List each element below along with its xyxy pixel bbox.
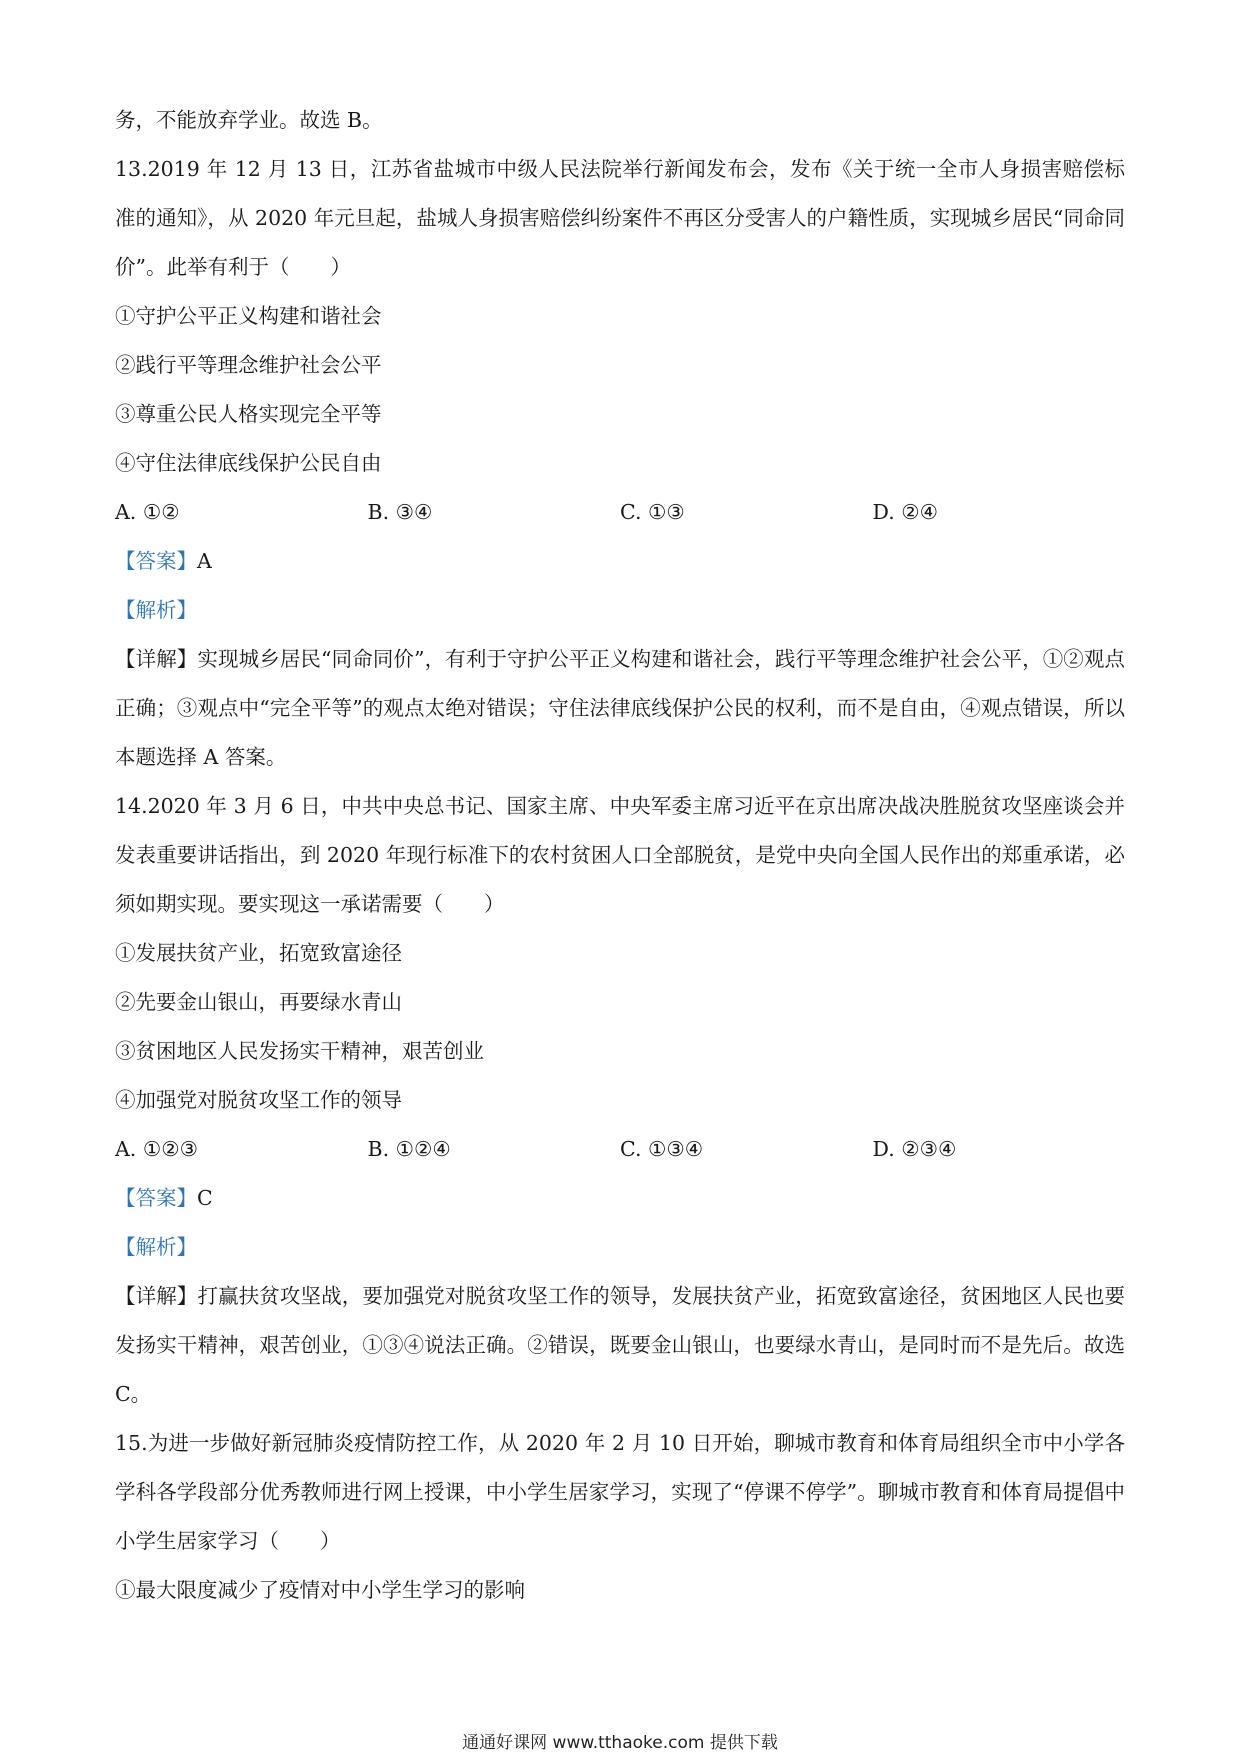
q14-detail xyxy=(115,1272,1125,1419)
q15-stem: 15.为进一步做好新冠肺炎疫情防控工作，从 2020 年 2 月 10 日开始，聊城市教育和体育局组织全市中小学各学科各学段部分优秀教师进行网上授课，中小学生居家学习，实现了“停课不停学”。聊城市教育和体育局提倡中小学生居家学习（ ） xyxy=(115,1431,1125,1553)
q14-answer-tag: 【答案】 xyxy=(115,1186,197,1210)
q14-answer xyxy=(115,1174,1125,1223)
q14-choice-a: A. ①②③ xyxy=(115,1137,198,1161)
q13-choice-a: A. ①② xyxy=(115,500,180,524)
q14-choice-d: D. ②③④ xyxy=(872,1137,957,1161)
q13-option-3: ③尊重公民人格实现完全平等 xyxy=(115,402,382,426)
intro-line: 务，不能放弃学业。故选 B。 xyxy=(115,108,383,132)
q13-option-2: ②践行平等理念维护社会公平 xyxy=(115,353,382,377)
q14-analysis-tag: 【解析】 xyxy=(115,1235,197,1259)
q13-detail xyxy=(115,635,1125,782)
q15-option-1: ①最大限度减少了疫情对中小学生学习的影响 xyxy=(115,1578,525,1602)
q13-answer-tag: 【答案】 xyxy=(115,549,197,573)
question-14 xyxy=(115,782,1125,1419)
q14-option-4: ④加强党对脱贫攻坚工作的领导 xyxy=(115,1088,402,1112)
q14-stem: 14.2020 年 3 月 6 日，中共中央总书记、国家主席、中央军委主席习近平在京出席决战决胜脱贫攻坚座谈会并发表重要讲话指出，到 2020 年现行标准下的农村贫困人口全部脱贫，是党中央向全国人民作出的郑重承诺，必须如期实现。要实现这一承诺需要（ ） xyxy=(115,794,1125,916)
q13-option-4: ④守住法律底线保护公民自由 xyxy=(115,451,382,475)
q13-choices xyxy=(115,488,1125,537)
q13-option-1: ①守护公平正义构建和谐社会 xyxy=(115,304,382,328)
q13-choice-d: D. ②④ xyxy=(872,500,938,524)
q14-analysis xyxy=(115,1223,1125,1272)
q13-detail-tag: 【详解】 xyxy=(115,647,198,671)
q13-detail-text: 实现城乡居民“同命同价”，有利于守护公平正义构建和谐社会，践行平等理念维护社会公平，①②观点正确；③观点中“完全平等”的观点太绝对错误；守住法律底线保护公民的权利，而不是自由，④观点错误，所以本题选择 A 答案。 xyxy=(115,647,1126,769)
q14-detail-tag: 【详解】 xyxy=(115,1284,198,1308)
document-page xyxy=(115,96,1125,1615)
q14-option-2: ②先要金山银山，再要绿水青山 xyxy=(115,990,402,1014)
q13-analysis-tag: 【解析】 xyxy=(115,598,197,622)
q14-choices xyxy=(115,1125,1125,1174)
q13-answer-value: A xyxy=(197,549,212,573)
question-15 xyxy=(115,1419,1125,1615)
page-footer: 通通好课网 www.tthaoke.com 提供下载 xyxy=(462,1733,778,1753)
q14-choice-c: C. ①③④ xyxy=(620,1137,704,1161)
q14-detail-text: 打赢扶贫攻坚战，要加强党对脱贫攻坚工作的领导，发展扶贫产业，拓宽致富途径，贫困地区人民也要发扬实干精神，艰苦创业，①③④说法正确。②错误，既要金山银山，也要绿水青山，是同时而不是先后。故选 C。 xyxy=(115,1284,1126,1406)
q14-option-3: ③贫困地区人民发扬实干精神，艰苦创业 xyxy=(115,1039,484,1063)
q13-choice-c: C. ①③ xyxy=(620,500,685,524)
question-13 xyxy=(115,145,1125,782)
q13-stem: 13.2019 年 12 月 13 日，江苏省盐城市中级人民法院举行新闻发布会，发布《关于统一全市人身损害赔偿标准的通知》，从 2020 年元旦起，盐城人身损害赔偿纠纷案件不再区分受害人的户籍性质，实现城乡居民“同命同价”。此举有利于（ ） xyxy=(115,157,1125,279)
q13-choice-b: B. ③④ xyxy=(367,500,433,524)
q13-answer xyxy=(115,537,1125,586)
q14-choice-b: B. ①②④ xyxy=(367,1137,451,1161)
q14-option-1: ①发展扶贫产业，拓宽致富途径 xyxy=(115,941,402,965)
q14-answer-value: C xyxy=(197,1186,213,1210)
q13-analysis xyxy=(115,586,1125,635)
